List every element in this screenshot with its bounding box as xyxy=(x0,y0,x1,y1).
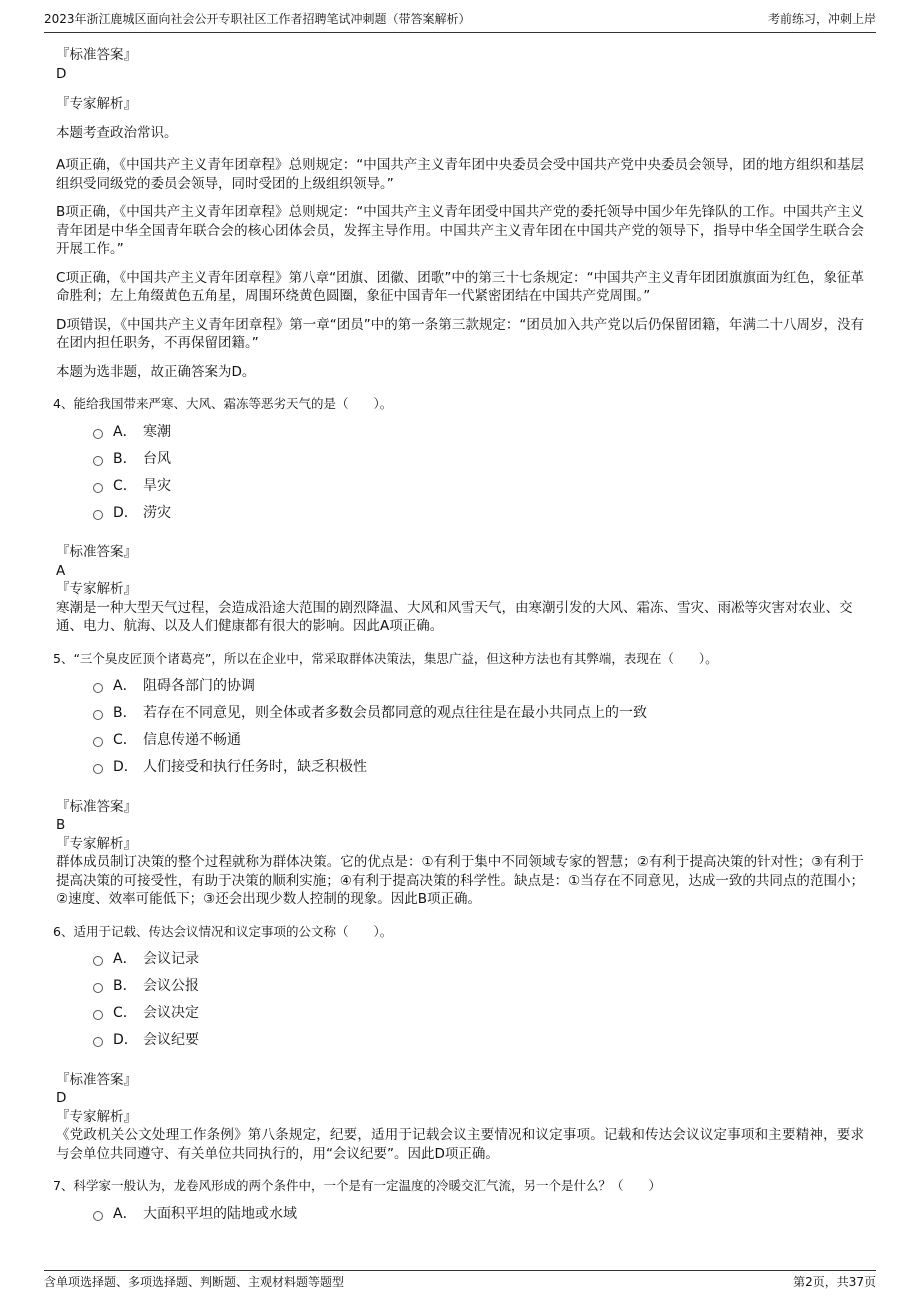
header-slogan: 考前练习，冲刺上岸 xyxy=(767,12,876,26)
q3-solution xyxy=(56,46,864,381)
analysis-paragraph: C项正确，《中国共产主义青年团章程》第八章“团旗、团徽、团歌”中的第三十七条规定：“中国共产主义青年团团旗旗面为红色，象征革命胜利；左上角缀黄色五角星，周围环绕黄色圆圈，象征中国青年一代紧密团结在中国共产党周围。” xyxy=(56,269,864,304)
option-d[interactable]: D． 涝灾 xyxy=(93,498,864,525)
radio-icon[interactable] xyxy=(93,1037,103,1047)
option-c[interactable]: C． 信息传递不畅通 xyxy=(93,726,864,753)
analysis-paragraph: A项正确，《中国共产主义青年团章程》总则规定：“中国共产主义青年团中央委员会受中国共产党中央委员会领导，团的地方组织和基层组织受同级党的委员会领导，同时受团的上级组织领导。” xyxy=(56,157,864,192)
answer-label: 『标准答案』 xyxy=(56,47,137,63)
radio-icon[interactable] xyxy=(93,1211,103,1221)
answer-value: D xyxy=(56,65,67,82)
radio-icon[interactable] xyxy=(93,510,103,520)
option-b[interactable]: B． 台风 xyxy=(93,444,864,471)
analysis-text: 群体成员制订决策的整个过程就称为群体决策。它的优点是：①有利于集中不同领域专家的智慧；②有利于提高决策的针对性；③有利于提高决策的可接受性，有助于决策的顺利实施；④有利于提高决策的科学性。缺点是：①当存在不同意见，达成一致的共同点的范围小；②速度、效率可能低下；③还会出现少数人控制的现象。因此B项正确。 xyxy=(56,854,864,907)
page-number: 第2页，共37页 xyxy=(793,1275,876,1289)
analysis-label: 『专家解析』 xyxy=(56,1108,137,1125)
page-header xyxy=(44,10,876,33)
analysis-paragraph: 本题为选非题，故正确答案为D。 xyxy=(56,363,256,380)
q5-options xyxy=(93,672,864,780)
radio-icon[interactable] xyxy=(93,429,103,439)
radio-icon[interactable] xyxy=(93,983,103,993)
question-4: 4、能给我国带来严寒、大风、霜冻等恶劣天气的是（ ）。 xyxy=(53,396,393,411)
footer-note: 含单项选择题、多项选择题、判断题、主观材料题等题型 xyxy=(44,1275,345,1289)
analysis-text: 寒潮是一种大型天气过程，会造成沿途大范围的剧烈降温、大风和风雪天气，由寒潮引发的大风、霜冻、雪灾、雨凇等灾害对农业、交通、电力、航海、以及人们健康都有很大的影响。因此A项正确。 xyxy=(56,599,853,634)
analysis-text: 《党政机关公文处理工作条例》第八条规定，纪要，适用于记载会议主要情况和议定事项。记载和传达会议议定事项和主要精神，要求与会单位共同遵守、有关单位共同执行的，用“会议纪要”。因此D项正确。 xyxy=(56,1127,864,1162)
q4-solution xyxy=(56,543,864,636)
answer-label: 『标准答案』 xyxy=(56,798,137,815)
question-5: 5、“三个臭皮匠顶个诸葛亮”，所以在企业中，常采取群体决策法，集思广益，但这种方法也有其弊端，表现在（ ）。 xyxy=(53,650,718,666)
answer-value: A xyxy=(56,562,66,579)
page-footer xyxy=(44,1270,876,1295)
answer-label: 『标准答案』 xyxy=(56,1071,137,1088)
analysis-paragraph: 本题考查政治常识。 xyxy=(56,124,178,141)
question-6: 6、适用于记载、传达会议情况和议定事项的公文称（ ）。 xyxy=(53,923,393,939)
answer-value: B xyxy=(56,817,66,833)
radio-icon[interactable] xyxy=(93,1010,103,1020)
answer-label: 『标准答案』 xyxy=(56,544,137,560)
radio-icon[interactable] xyxy=(93,956,103,966)
analysis-label: 『专家解析』 xyxy=(56,581,137,597)
option-a[interactable]: A． 大面积平坦的陆地或水域 xyxy=(93,1199,864,1226)
option-a[interactable]: A． 会议记录 xyxy=(93,945,864,972)
document-title: 2023年浙江鹿城区面向社会公开专职社区工作者招聘笔试冲刺题（带答案解析） xyxy=(44,12,471,26)
analysis-paragraph: B项正确，《中国共产主义青年团章程》总则规定：“中国共产主义青年团受中国共产党的委托领导中国少年先锋队的工作。中国共产主义青年团是中华全国青年联合会的核心团体会员，发挥主导作用。中国共产主义青年团在中国共产党的领导下，指导中华全国学生联合会开展工作。” xyxy=(56,204,864,257)
q6-options xyxy=(93,945,864,1053)
analysis-label: 『专家解析』 xyxy=(56,96,137,112)
option-c[interactable]: C． 会议决定 xyxy=(93,999,864,1026)
option-c[interactable]: C． 旱灾 xyxy=(93,471,864,498)
radio-icon[interactable] xyxy=(93,764,103,774)
option-d[interactable]: D． 人们接受和执行任务时，缺乏积极性 xyxy=(93,753,864,780)
option-d[interactable]: D． 会议纪要 xyxy=(93,1026,864,1053)
answer-value: D xyxy=(56,1090,67,1106)
q7-options xyxy=(93,1199,864,1226)
q6-solution xyxy=(56,1071,864,1164)
radio-icon[interactable] xyxy=(93,710,103,720)
radio-icon[interactable] xyxy=(93,737,103,747)
radio-icon[interactable] xyxy=(93,483,103,493)
option-a[interactable]: A． 阻碍各部门的协调 xyxy=(93,672,864,699)
radio-icon[interactable] xyxy=(93,456,103,466)
q5-solution xyxy=(56,798,864,909)
option-a[interactable]: A． 寒潮 xyxy=(93,417,864,444)
question-7: 7、科学家一般认为，龙卷风形成的两个条件中，一个是有一定温度的冷暖交汇气流，另一个是什么？（ ） xyxy=(53,1178,661,1193)
analysis-label: 『专家解析』 xyxy=(56,835,137,852)
analysis-paragraph: D项错误，《中国共产主义青年团章程》第一章“团员”中的第一条第三款规定：“团员加入共产党以后仍保留团籍，年满二十八周岁，没有在团内担任职务，不再保留团籍。” xyxy=(56,316,864,351)
option-b[interactable]: B． 会议公报 xyxy=(93,972,864,999)
option-b[interactable]: B． 若存在不同意见，则全体或者多数会员都同意的观点往往是在最小共同点上的一致 xyxy=(93,699,864,726)
page-content xyxy=(53,44,864,1226)
radio-icon[interactable] xyxy=(93,683,103,693)
q4-options xyxy=(93,417,864,525)
